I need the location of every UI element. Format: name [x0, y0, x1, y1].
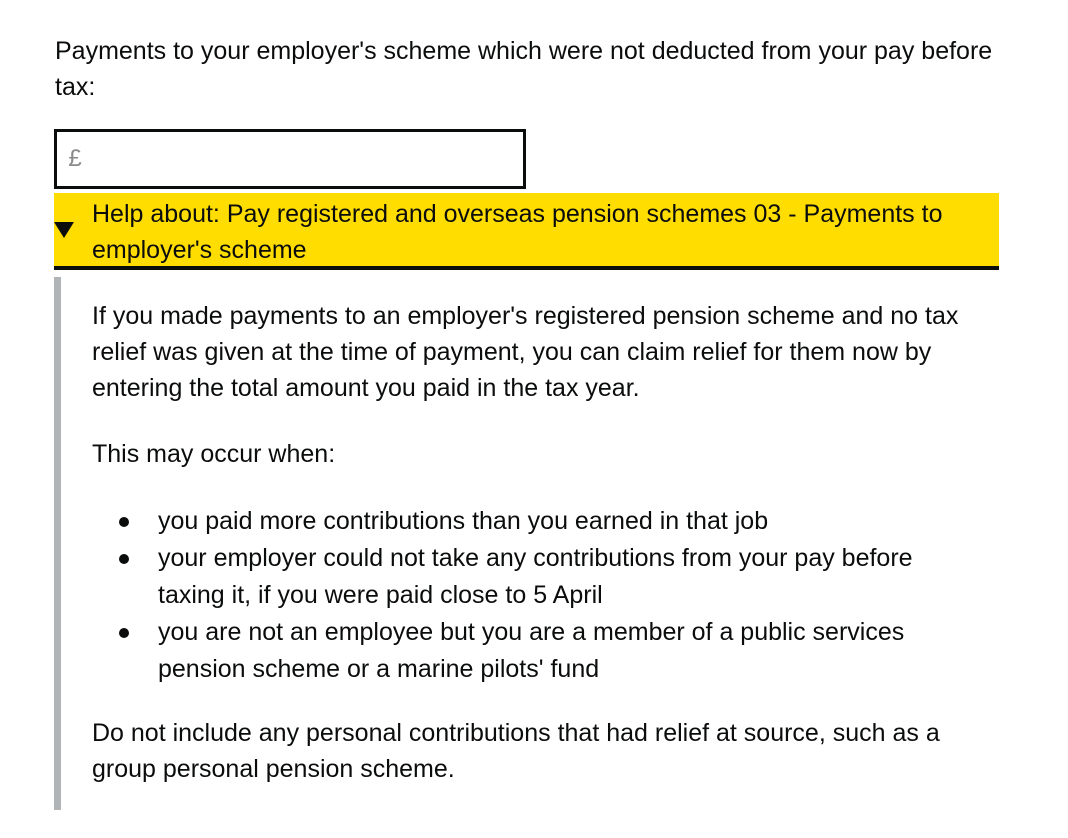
list-item: you paid more contributions than you earned in that job — [92, 503, 952, 540]
currency-prefix: £ — [68, 145, 82, 172]
bullet-icon — [119, 517, 129, 527]
help-bullet-list — [92, 503, 952, 688]
list-item: your employer could not take any contributions from your pay before taxing it, if you were paid close to 5 April — [92, 540, 952, 614]
amount-input[interactable] — [93, 131, 523, 187]
question-label: Payments to your employer's scheme which were not deducted from your pay before tax: — [55, 37, 993, 101]
bullet-icon — [119, 554, 129, 564]
list-item: you are not an employee but you are a member of a public services pension scheme or a marine pilots' fund — [92, 614, 952, 688]
help-summary-text[interactable]: Help about: Pay registered and overseas pension schemes 03 - Payments to employer's scheme — [92, 200, 943, 264]
help-paragraph-intro: If you made payments to an employer's registered pension scheme and no tax relief was given at the time of payment, you can claim relief for them now by entering the total amount you paid in the tax year. — [92, 302, 959, 402]
help-toggle[interactable] — [54, 193, 999, 266]
help-paragraph-occur: This may occur when: — [92, 440, 336, 468]
bullet-icon — [119, 628, 129, 638]
help-panel — [54, 277, 999, 810]
amount-field[interactable] — [54, 129, 526, 189]
expanded-triangle-icon — [54, 222, 74, 238]
help-paragraph-exclude: Do not include any personal contributions that had relief at source, such as a group personal pension scheme. — [92, 719, 940, 783]
